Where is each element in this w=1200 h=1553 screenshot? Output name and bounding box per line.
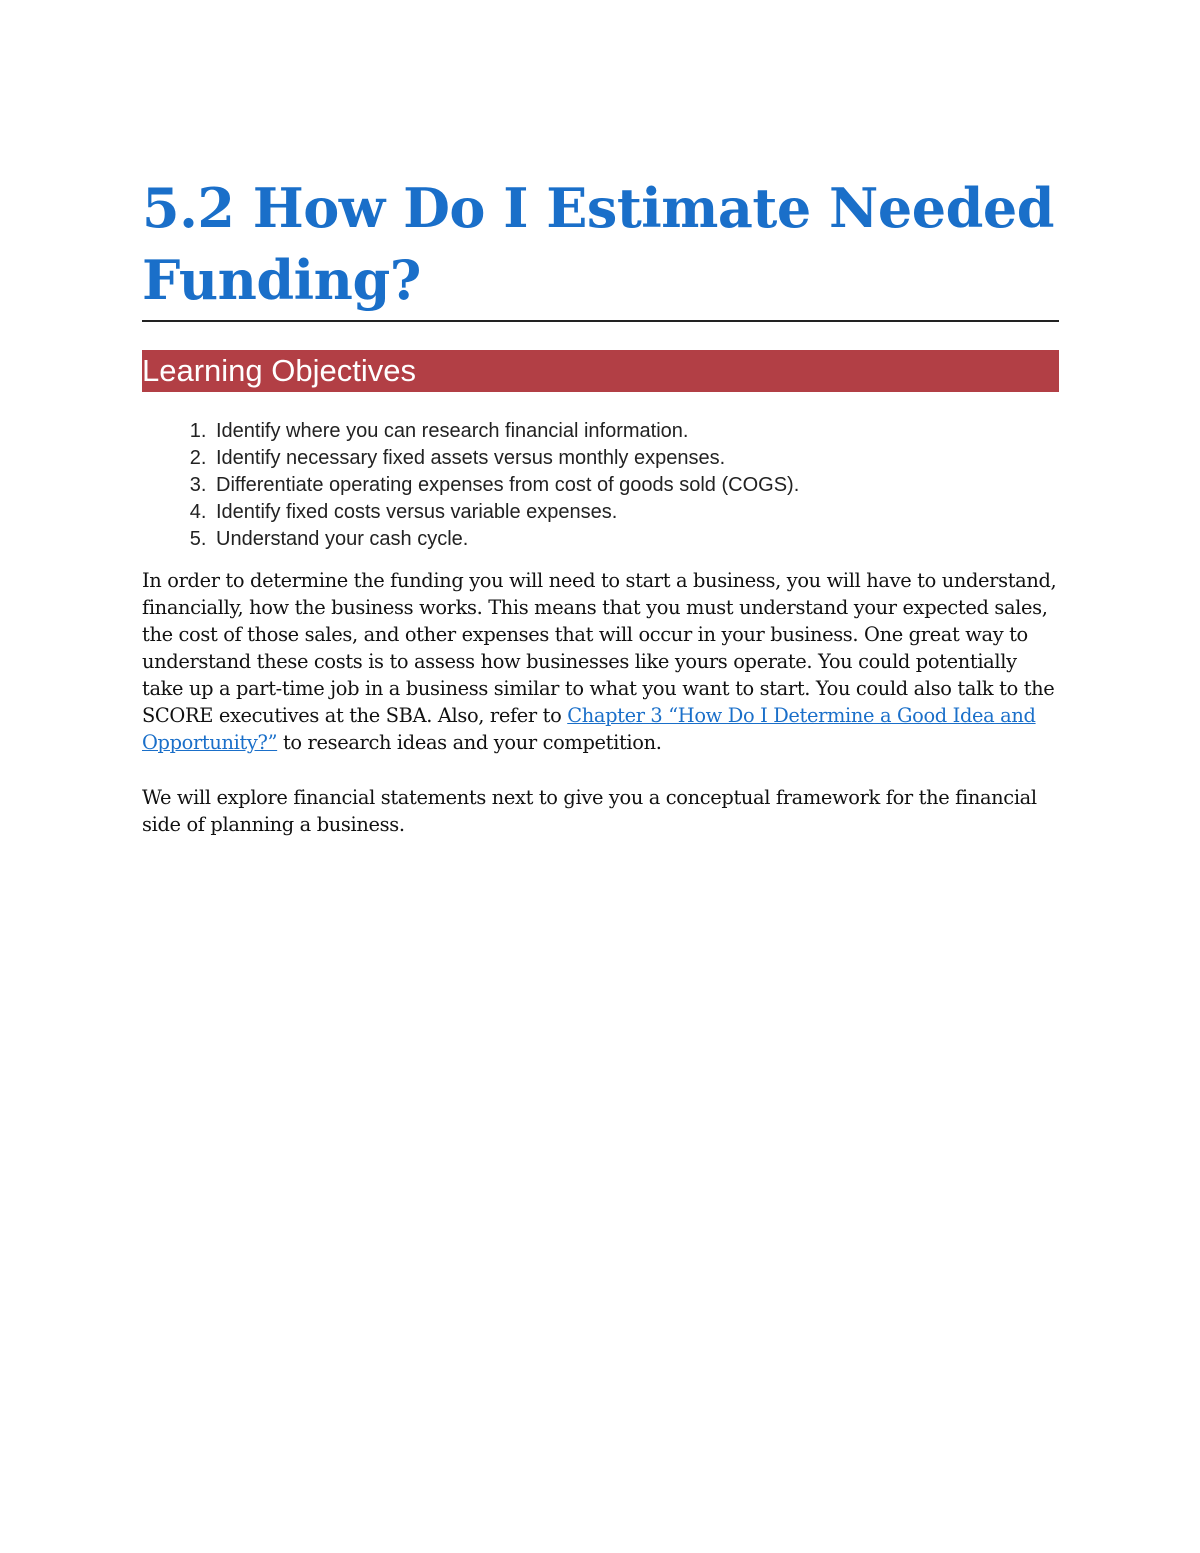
paragraph-text: In order to determine the funding you will need to start a business, you will have to understand, financially, how the business works. This means that you must understand your expected sales, the cost of those sales, and other expenses that will occur in your business. One great way to understand these costs is to assess how businesses like yours operate. You could potentially take up a part-time job in a business similar to what you want to start. You could also talk to the SCORE executives at the SBA. Also, refer to [142, 569, 1057, 727]
body-paragraph-2: We will explore financial statements next to give you a conceptual framework for the financial side of planning a business. [142, 786, 1037, 836]
paragraph-text: to research ideas and your competition. [277, 731, 662, 754]
list-item: 2. Identify necessary fixed assets versus monthly expenses. [212, 445, 1059, 472]
learning-objectives-list [142, 418, 1059, 553]
list-item: 4. Identify fixed costs versus variable expenses. [212, 499, 1059, 526]
list-item: 3. Differentiate operating expenses from cost of goods sold (COGS). [212, 472, 1059, 499]
body-paragraph-1 [142, 567, 1059, 756]
title-divider [142, 320, 1059, 322]
document-page [142, 0, 1059, 838]
learning-objectives-heading: Learning Objectives [142, 353, 416, 388]
list-item: 5. Understand your cash cycle. [212, 526, 1059, 553]
chapter-3-link[interactable]: Chapter 3 “How Do I Determine a Good Idea and Opportunity?” [142, 704, 1036, 754]
learning-objectives-banner [142, 350, 1059, 392]
page-title: 5.2 How Do I Estimate Needed Funding? [142, 176, 1054, 312]
list-item: 1. Identify where you can research financial information. [212, 418, 1059, 445]
